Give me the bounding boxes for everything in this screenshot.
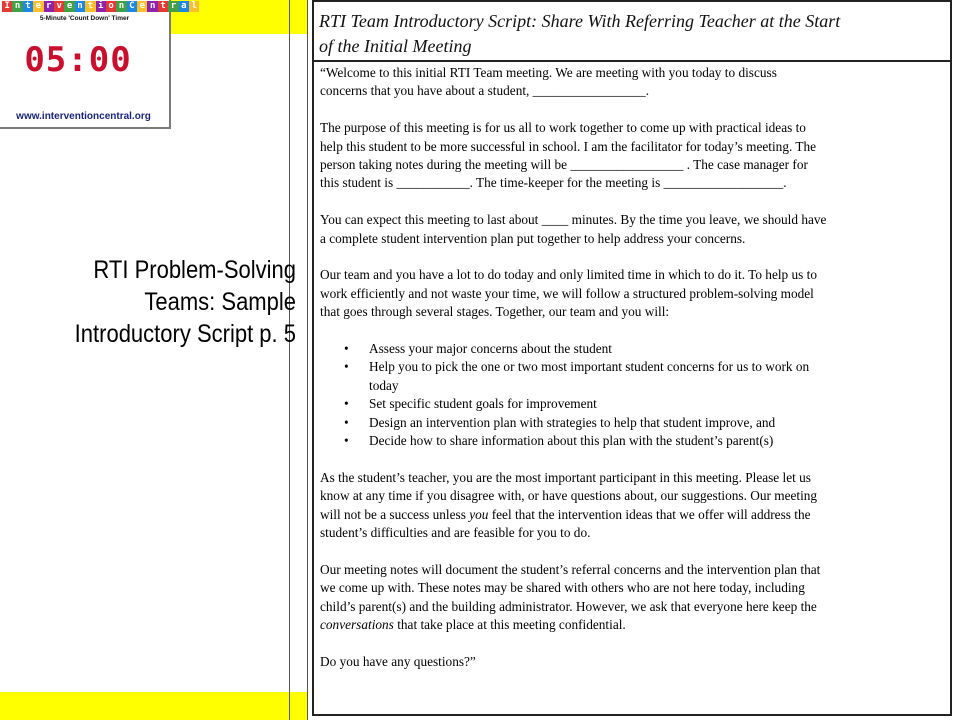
logo-letter: n: [12, 1, 22, 12]
timer-subtitle: 5-Minute 'Count Down' Timer: [39, 15, 130, 22]
logo-letter: e: [64, 1, 74, 12]
script-document: [312, 0, 952, 716]
paragraph-confidentiality: [320, 561, 946, 635]
list-item-text: Design an intervention plan with strategies to help that student improve, and: [369, 414, 776, 430]
text-line: Our team and you have a lot to do today and only limited time in which to do it. To help us to: [320, 267, 818, 283]
text-line: help this student to be more successful in school. I am the facilitator for today’s meeting. The: [320, 138, 817, 154]
list-item-text: Assess your major concerns about the student: [369, 341, 612, 357]
list-item-text: Set specific student goals for improvement: [369, 396, 597, 412]
decor-bar-bottom: [0, 692, 308, 720]
logo-letter: a: [179, 1, 189, 12]
slide-title-line: RTI Problem-Solving: [93, 256, 296, 284]
text-line: we come up with. These notes may be shared with others who are not here today, including: [320, 580, 805, 596]
document-body: [320, 64, 946, 690]
list-item: [320, 358, 946, 395]
logo-letter: i: [96, 1, 106, 12]
logo-letter: t: [158, 1, 168, 12]
text-line: As the student’s teacher, you are the most important participant in this meeting. Please let us: [320, 469, 811, 485]
text-line: work efficiently and not waste your time, we will follow a structured problem-solving model: [320, 285, 814, 301]
text-line: Our meeting notes will document the student’s referral concerns and the intervention plan that: [320, 561, 821, 577]
text-line: student’s difficulties and are feasible for you to do.: [320, 525, 591, 541]
list-item: [320, 340, 946, 358]
text-line: [320, 616, 946, 634]
logo-letter: I: [2, 1, 12, 12]
slide-title-line: Introductory Script p. 5: [74, 320, 296, 348]
paragraph-teacher-role: [320, 469, 946, 543]
text-line: child’s parent(s) and the building administrator. However, we ask that everyone here keep the: [320, 598, 817, 614]
text-line: [320, 506, 946, 524]
document-title: [319, 9, 947, 59]
logo-letter: n: [147, 1, 157, 12]
timer-url-link[interactable]: www.interventioncentral.org: [16, 111, 151, 122]
text-line: The purpose of this meeting is for us all to work together to come up with practical ideas to: [320, 120, 806, 136]
decor-line: [307, 0, 308, 720]
text-line: concerns that you have about a student, _________________.: [320, 83, 650, 99]
logo-letter: e: [137, 1, 147, 12]
logo-letter: v: [54, 1, 64, 12]
emphasis-text: you: [469, 506, 489, 522]
list-item-text: Decide how to share information about this plan with the student’s parent(s): [369, 433, 774, 449]
text-run: feel that the intervention ideas that we offer will address the: [488, 506, 811, 522]
text-line: this student is ___________. The time-keeper for the meeting is __________________.: [320, 175, 787, 191]
list-item: [320, 395, 946, 413]
logo-letter: r: [44, 1, 54, 12]
list-item: [320, 432, 946, 450]
logo-letter: t: [85, 1, 95, 12]
text-line: a complete student intervention plan put together to help address your concerns.: [320, 230, 746, 246]
list-item: [320, 414, 946, 432]
logo-letter: C: [127, 1, 137, 12]
logo-letter: e: [33, 1, 43, 12]
slide-title: [32, 254, 296, 350]
intervention-central-logo: [2, 1, 199, 12]
logo-letter: o: [106, 1, 116, 12]
logo-letter: l: [189, 1, 199, 12]
document-title-line: of the Initial Meeting: [319, 36, 472, 56]
text-line: “Welcome to this initial RTI Team meeting. We are meeting with you today to discuss: [320, 65, 777, 80]
list-item-text: Help you to pick the one or two most important student concerns for us to work on: [369, 359, 810, 375]
logo-letter: r: [168, 1, 178, 12]
text-line: person taking notes during the meeting will be _________________ . The case manager for: [320, 157, 808, 173]
slide-title-line: Teams: Sample: [144, 288, 296, 316]
title-divider: [314, 60, 950, 62]
paragraph-purpose: [320, 119, 946, 193]
text-run: that take place at this meeting confidential.: [393, 617, 626, 633]
logo-letter: t: [23, 1, 33, 12]
paragraph-duration: [320, 211, 946, 248]
decor-line: [289, 0, 290, 720]
stages-list: [320, 340, 946, 450]
text-line: that goes through several stages. Together, our team and you will:: [320, 304, 670, 320]
document-title-line: RTI Team Introductory Script: Share With Referring Teacher at the Start: [319, 11, 841, 31]
list-item-text: today: [369, 377, 399, 393]
countdown-timer: [0, 0, 197, 129]
logo-letter: n: [75, 1, 85, 12]
emphasis-text: conversations: [320, 617, 394, 633]
paragraph-questions: [320, 653, 946, 671]
paragraph-welcome: [320, 64, 946, 101]
text-line: You can expect this meeting to last about ____ minutes. By the time you leave, we should have: [320, 212, 827, 228]
text-run: will not be a success unless: [320, 506, 470, 522]
logo-letter: n: [116, 1, 126, 12]
text-line: know at any time if you disagree with, or have questions about, our suggestions. Our meeting: [320, 488, 818, 504]
text-line: Do you have any questions?”: [320, 653, 476, 669]
paragraph-process: [320, 266, 946, 321]
timer-display: 05:00: [24, 40, 132, 80]
